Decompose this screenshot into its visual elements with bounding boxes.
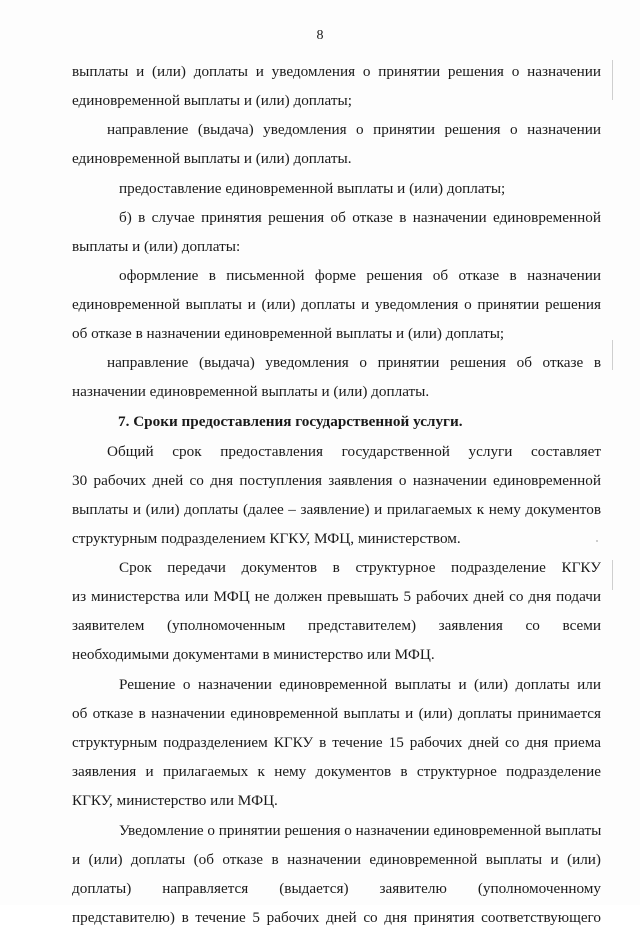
- scan-artifact: [596, 540, 598, 542]
- text-line: представителю) в течение 5 рабочих дней со дня принятия соответствующего: [72, 909, 601, 926]
- text-line: выплаты и (или) доплаты:: [72, 238, 241, 255]
- text-line: структурным подразделением КГКУ, МФЦ, министерством.: [72, 530, 461, 547]
- text-line: КГКУ, министерство или МФЦ.: [72, 792, 278, 809]
- text-line: Решение о назначении единовременной выплаты и (или) доплаты или: [119, 676, 601, 693]
- text-line: Срок передачи документов в структурное подразделение КГКУ: [119, 559, 601, 576]
- text-line: направление (выдача) уведомления о принятии решения о назначении: [107, 121, 601, 138]
- text-line: заявителем (уполномоченным представителем) заявления со всеми: [72, 617, 601, 634]
- text-line: Общий срок предоставления государственной услуги составляет: [107, 443, 601, 460]
- text-line: структурным подразделением КГКУ в течение 15 рабочих дней со дня приема: [72, 734, 601, 751]
- text-line: и (или) доплаты (об отказе в назначении единовременной выплаты и (или): [72, 851, 601, 868]
- text-line: назначении единовременной выплаты и (или) доплаты.: [72, 383, 430, 400]
- text-line: об отказе в назначении единовременной выплаты и (или) доплаты принимается: [72, 705, 601, 722]
- text-line: из министерства или МФЦ не должен превышать 5 рабочих дней со дня подачи: [72, 588, 601, 605]
- text-line: выплаты и (или) доплаты и уведомления о принятии решения о назначении: [72, 63, 601, 80]
- text-line: выплаты и (или) доплаты (далее – заявление) и прилагаемых к нему документов: [72, 501, 601, 518]
- text-line: направление (выдача) уведомления о принятии решения об отказе в: [107, 354, 601, 371]
- text-line: 30 рабочих дней со дня поступления заявления о назначении единовременной: [72, 472, 601, 489]
- text-line: необходимыми документами в министерство или МФЦ.: [72, 646, 435, 663]
- text-line: об отказе в назначении единовременной выплаты и (или) доплаты;: [72, 325, 505, 342]
- text-line: оформление в письменной форме решения об отказе в назначении: [119, 267, 601, 284]
- text-line: единовременной выплаты и (или) доплаты и уведомления о принятии решения: [72, 296, 601, 313]
- section-heading: 7. Сроки предоставления государственной услуги.: [118, 413, 463, 430]
- scan-artifact: [612, 560, 613, 590]
- text-line: б) в случае принятия решения об отказе в назначении единовременной: [119, 209, 601, 226]
- text-line: единовременной выплаты и (или) доплаты.: [72, 150, 352, 167]
- text-line: предоставление единовременной выплаты и (или) доплаты;: [119, 180, 506, 197]
- text-line: единовременной выплаты и (или) доплаты;: [72, 92, 352, 109]
- text-line: Уведомление о принятии решения о назначении единовременной выплаты: [119, 822, 602, 839]
- text-line: заявления и прилагаемых к нему документов в структурное подразделение: [72, 763, 601, 780]
- page-number: 8: [316, 28, 324, 43]
- scan-artifact: [612, 340, 613, 370]
- scan-artifact: [612, 60, 613, 100]
- text-line: доплаты) направляется (выдается) заявителю (уполномоченному: [72, 880, 601, 897]
